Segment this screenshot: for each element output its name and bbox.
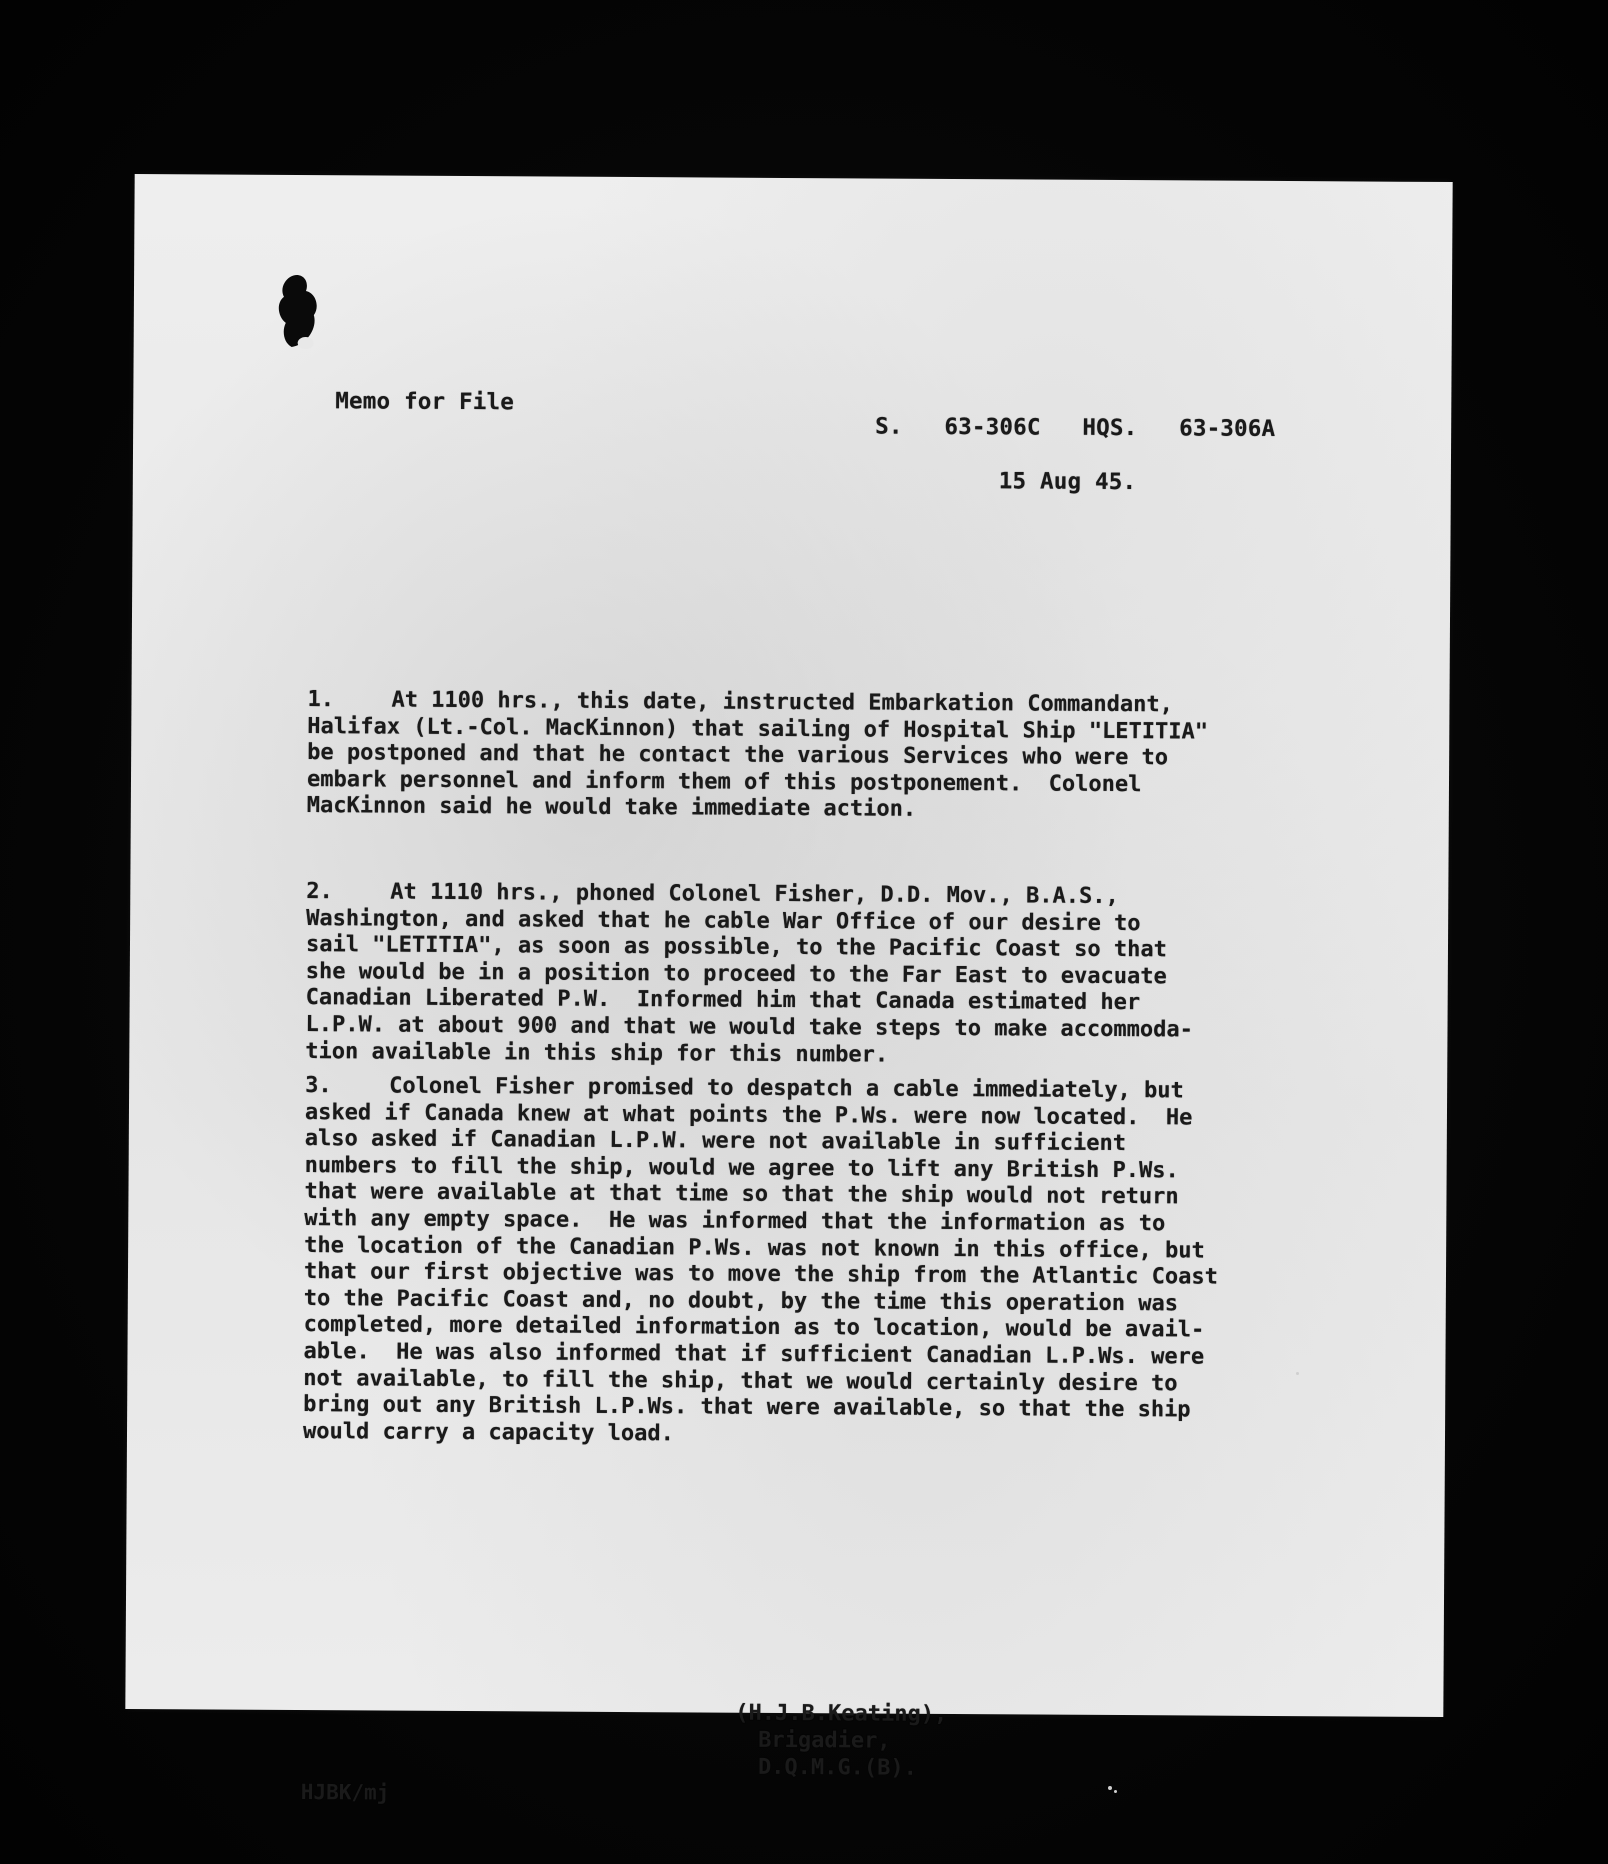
file-references [875, 413, 1275, 444]
scan-speck [1296, 1372, 1299, 1375]
file-ref-s: S. 63-306C [875, 413, 1041, 441]
memo-date: 15 Aug 45. [998, 468, 1137, 496]
paragraph-number: 2. [306, 879, 333, 905]
paragraph-line: bring out any British L.P.Ws. that were available, so that the ship [303, 1392, 1191, 1423]
paragraph-number: 3. [305, 1073, 332, 1099]
paragraph-line: Canadian Liberated P.W. Informed him that Canada estimated her [305, 985, 1141, 1016]
paragraph-text: At 1110 hrs., phoned Colonel Fisher, D.D. Mov., B.A.S., [390, 879, 1119, 910]
paragraph-line: MacKinnon said he would take immediate action. [306, 793, 917, 823]
reference-initials: HJBK/mj [300, 1780, 390, 1805]
scan-speck [1114, 1790, 1117, 1793]
memo-page [125, 174, 1452, 1805]
paragraph-text: Colonel Fisher promised to despatch a cable immediately, but [389, 1073, 1184, 1104]
signatory-name: (H.J.B.Keating), [735, 1700, 948, 1727]
paragraph-line: tion available in this ship for this number. [305, 1038, 889, 1068]
paragraph-line: that our first objective was to move the ship from the Atlantic Coast [303, 1259, 1218, 1290]
paragraph-number: 1. [307, 687, 335, 713]
signature-block [735, 1700, 947, 1782]
paragraph-line: with any empty space. He was informed that the information as to [304, 1206, 1166, 1237]
memo-title: Memo for File [335, 388, 515, 416]
paragraph-line: numbers to fill the ship, would we agree to lift any British P.Ws. [304, 1152, 1179, 1184]
paragraph-line: be postponed and that he contact the various Services who were to [307, 740, 1169, 771]
paragraph-line: not available, to fill the ship, that we would certainly desire to [303, 1365, 1178, 1396]
paragraph-1 [307, 687, 1238, 826]
paragraph-line: sail "LETITIA", as soon as possible, to the Pacific Coast so that [305, 932, 1167, 963]
paragraph-line: also asked if Canadian L.P.W. were not available in sufficient [304, 1126, 1127, 1157]
paragraph-line: embark personnel and inform them of this postponement. Colonel [306, 766, 1142, 797]
paragraph-line: would carry a capacity load. [302, 1418, 674, 1447]
paragraph-line: asked if Canada knew at what points the P.Ws. were now located. He [304, 1099, 1193, 1131]
paragraph-line: completed, more detailed information as to location, would be avail- [303, 1312, 1205, 1343]
paragraph-line: the location of the Canadian P.Ws. was not known in this office, but [304, 1232, 1205, 1264]
paragraph-2 [305, 879, 1236, 1071]
paragraph-line: to the Pacific Coast and, no doubt, by the time this operation was [303, 1285, 1179, 1317]
scan-speck [1108, 1786, 1112, 1790]
paragraph-line: she would be in a position to proceed to the Far East to evacuate [305, 958, 1167, 990]
paragraph-line: L.P.W. at about 900 and that we would take steps to make accommoda- [305, 1012, 1194, 1043]
paragraph-line: Halifax (Lt.-Col. MacKinnon) that sailing of Hospital Ship "LETITIA" [307, 713, 1209, 745]
punch-hole-mark [276, 273, 320, 351]
paragraph-line: able. He was also informed that if sufficient Canadian L.P.Ws. were [303, 1338, 1205, 1370]
signatory-appointment: D.Q.M.G.(B). [757, 1754, 918, 1781]
paragraph-text: At 1100 hrs., this date, instructed Embarkation Commandant, [391, 687, 1174, 718]
file-ref-hqs: HQS. 63-306A [1082, 414, 1276, 442]
paragraph-line: that were available at that time so that the ship would not return [304, 1179, 1179, 1210]
paragraph-line: Washington, and asked that he cable War Office of our desire to [306, 905, 1141, 936]
paragraph-3 [303, 1073, 1235, 1451]
signatory-rank: Brigadier, [758, 1727, 891, 1754]
